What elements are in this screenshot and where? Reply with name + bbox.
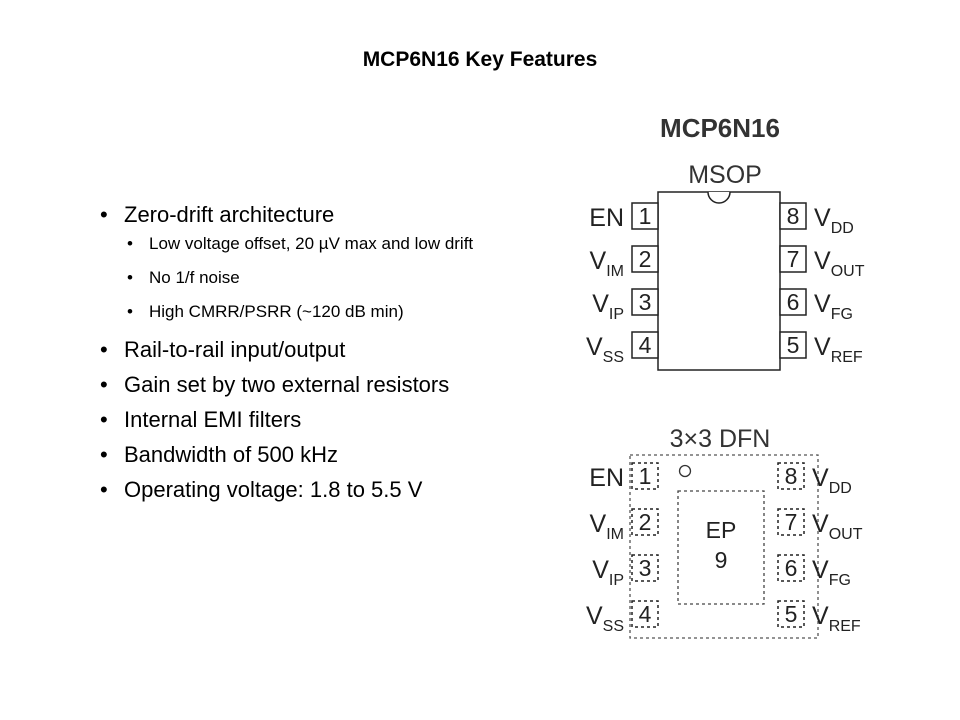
pin-number: 3 [638, 555, 652, 581]
pin-label-main: V [589, 247, 607, 275]
pin-label-right [812, 602, 861, 635]
feature-item [100, 200, 530, 323]
pin-label-right [814, 204, 854, 237]
pin-label-main: EN [589, 204, 624, 232]
pin-label-main: V [814, 247, 831, 275]
feature-subitem: • Low voltage offset, 20 µV max and low drift [124, 233, 530, 255]
pin-label-main: V [812, 464, 829, 492]
pin-label-main: V [585, 602, 603, 630]
pinout-diagram [560, 105, 900, 660]
pin-number: 5 [784, 601, 798, 627]
pin1-marker [680, 466, 691, 477]
part-number: MCP6N16 [660, 113, 780, 143]
exposed-pad-number: 9 [714, 547, 728, 573]
msop-body [658, 192, 780, 370]
pin-label-subscript: IP [608, 306, 624, 323]
pin-number: 5 [786, 332, 800, 358]
pin-number: 3 [638, 289, 652, 315]
slide-title: MCP6N16 Key Features [362, 48, 598, 71]
pin-label-main: V [814, 204, 831, 232]
pin-label-subscript: OUT [828, 526, 863, 543]
pin-label-main: V [812, 602, 829, 630]
pin-label-right [814, 247, 865, 280]
pin-label-right [814, 290, 853, 323]
pin-label-subscript: IM [606, 526, 624, 543]
feature-item [100, 335, 530, 365]
pin-number: 7 [784, 509, 798, 535]
pin-label-main: V [814, 333, 831, 361]
feature-list [100, 200, 530, 510]
pin-label-left [590, 247, 624, 280]
feature-item [100, 370, 530, 400]
pin-label-left [592, 290, 624, 323]
feature-text: Operating voltage: 1.8 to 5.5 V [124, 477, 423, 502]
pin-label-main: V [812, 510, 829, 538]
pin-label-main: V [812, 556, 829, 584]
msop-package [586, 161, 865, 370]
pin-label-main: EN [589, 464, 624, 492]
pin-number: 1 [638, 463, 652, 489]
feature-item [100, 440, 530, 470]
feature-item [100, 475, 530, 505]
feature-subitem: • No 1/f noise [124, 267, 530, 289]
pin-label-subscript: FG [828, 572, 851, 589]
pin-label-subscript: FG [830, 306, 853, 323]
pin-label-main: V [585, 333, 603, 361]
feature-text: Gain set by two external resistors [124, 372, 450, 397]
pin-label-subscript: DD [830, 220, 854, 237]
pin-label-subscript: SS [602, 618, 624, 635]
exposed-pad-label: EP [705, 517, 737, 543]
dfn-package [586, 425, 863, 638]
pin-number: 8 [784, 463, 798, 489]
pin-label-left [586, 602, 624, 635]
pin-label-left [589, 204, 624, 232]
pin-label-left [592, 556, 624, 589]
pin-label-main: V [589, 510, 607, 538]
pin-number: 4 [638, 601, 652, 627]
pin-label-subscript: OUT [830, 263, 865, 280]
pin-label-right [812, 510, 863, 543]
pin-label-subscript: REF [828, 618, 861, 635]
pin-number: 2 [638, 509, 652, 535]
pin-number: 6 [786, 289, 800, 315]
pin-label-left [589, 464, 624, 492]
feature-text: Zero-drift architecture [124, 202, 335, 227]
pin-number: 6 [784, 555, 798, 581]
feature-text: Bandwidth of 500 kHz [124, 442, 339, 467]
pin-label-left [590, 510, 624, 543]
pin-number: 2 [638, 246, 652, 272]
msop-package-name: MSOP [688, 161, 762, 189]
pin-label-subscript: DD [828, 480, 852, 497]
pin-label-main: V [814, 290, 831, 318]
feature-sublist [124, 233, 530, 323]
pin-number: 4 [638, 332, 652, 358]
pin-label-subscript: SS [602, 349, 624, 366]
pin-number: 8 [786, 203, 800, 229]
pin-label-main: V [592, 556, 609, 584]
feature-subitem: • High CMRR/PSRR (~120 dB min) [124, 301, 530, 323]
feature-text: Internal EMI filters [124, 407, 302, 432]
feature-item [100, 405, 530, 435]
pin-number: 1 [638, 203, 652, 229]
pin-label-right [814, 333, 863, 366]
feature-text: Rail-to-rail input/output [124, 337, 346, 362]
dfn-package-name: 3×3 DFN [669, 425, 771, 453]
pin-label-main: V [592, 290, 609, 318]
pin-label-subscript: REF [830, 349, 863, 366]
pin-label-subscript: IP [608, 572, 624, 589]
pin-number: 7 [786, 246, 800, 272]
pin-label-subscript: IM [606, 263, 624, 280]
pin-label-left [586, 333, 624, 366]
